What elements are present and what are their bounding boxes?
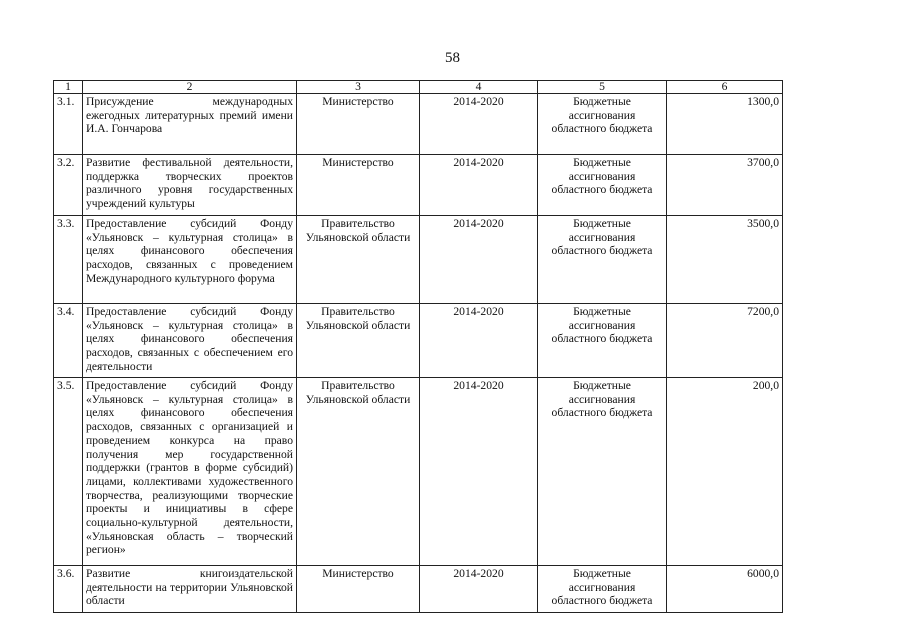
executor: Правительство Ульяновской области bbox=[297, 378, 420, 566]
period: 2014-2020 bbox=[420, 94, 538, 155]
row-number: 3.2. bbox=[54, 155, 83, 216]
executor: Министерство bbox=[297, 94, 420, 155]
period: 2014-2020 bbox=[420, 155, 538, 216]
funding-source: Бюджетные ассигнования областного бюджета bbox=[538, 216, 667, 304]
header-cell: 2 bbox=[83, 81, 297, 94]
table-row bbox=[54, 155, 783, 216]
funding-source: Бюджетные ассигнования областного бюджета bbox=[538, 378, 667, 566]
page-number: 58 bbox=[445, 50, 460, 66]
table-row bbox=[54, 94, 783, 155]
amount: 3700,0 bbox=[667, 155, 783, 216]
table-header-row bbox=[54, 81, 783, 94]
measure-name: Присуждение международных ежегодных литературных премий имени И.А. Гончарова bbox=[83, 94, 297, 155]
funding-source: Бюджетные ассигнования областного бюджета bbox=[538, 566, 667, 613]
funding-source: Бюджетные ассигнования областного бюджета bbox=[538, 155, 667, 216]
period: 2014-2020 bbox=[420, 566, 538, 613]
measure-name: Развитие фестивальной деятельности, поддержка творческих проектов различного уровня государственных учреждений культуры bbox=[83, 155, 297, 216]
amount: 200,0 bbox=[667, 378, 783, 566]
executor: Правительство Ульяновской области bbox=[297, 304, 420, 378]
header-cell: 1 bbox=[54, 81, 83, 94]
period: 2014-2020 bbox=[420, 378, 538, 566]
executor: Правительство Ульяновской области bbox=[297, 216, 420, 304]
row-number: 3.1. bbox=[54, 94, 83, 155]
funding-source: Бюджетные ассигнования областного бюджета bbox=[538, 94, 667, 155]
row-number: 3.5. bbox=[54, 378, 83, 566]
amount: 1300,0 bbox=[667, 94, 783, 155]
header-cell: 5 bbox=[538, 81, 667, 94]
row-number: 3.3. bbox=[54, 216, 83, 304]
row-number: 3.4. bbox=[54, 304, 83, 378]
amount: 6000,0 bbox=[667, 566, 783, 613]
program-measures-table bbox=[53, 80, 783, 613]
table-row bbox=[54, 378, 783, 566]
header-cell: 4 bbox=[420, 81, 538, 94]
period: 2014-2020 bbox=[420, 304, 538, 378]
header-cell: 3 bbox=[297, 81, 420, 94]
header-cell: 6 bbox=[667, 81, 783, 94]
executor: Министерство bbox=[297, 566, 420, 613]
funding-source: Бюджетные ассигнования областного бюджета bbox=[538, 304, 667, 378]
measure-name: Предоставление субсидий Фонду «Ульяновск – культурная столица» в целях финансового обеспечения расходов, связанных с проведением Международного культурного форума bbox=[83, 216, 297, 304]
measure-name: Предоставление субсидий Фонду «Ульяновск – культурная столица» в целях финансового обеспечения расходов, связанных с организацией и проведением конкурса на право получения мер государственной поддержки (грантов в форме субсидий) лицами, коллективами художественного творчества, реализующими творческие проекты и инициативы в сфере социально-культурной деятельности, «Ульяновская область – творческий регион» bbox=[83, 378, 297, 566]
amount: 7200,0 bbox=[667, 304, 783, 378]
table-row bbox=[54, 216, 783, 304]
executor: Министерство bbox=[297, 155, 420, 216]
table-row bbox=[54, 566, 783, 613]
row-number: 3.6. bbox=[54, 566, 83, 613]
period: 2014-2020 bbox=[420, 216, 538, 304]
amount: 3500,0 bbox=[667, 216, 783, 304]
measure-name: Развитие книгоиздательской деятельности на территории Ульяновской области bbox=[83, 566, 297, 613]
measure-name: Предоставление субсидий Фонду «Ульяновск – культурная столица» в целях финансового обеспечения расходов, связанных с обеспечением его деятельности bbox=[83, 304, 297, 378]
table-row bbox=[54, 304, 783, 378]
